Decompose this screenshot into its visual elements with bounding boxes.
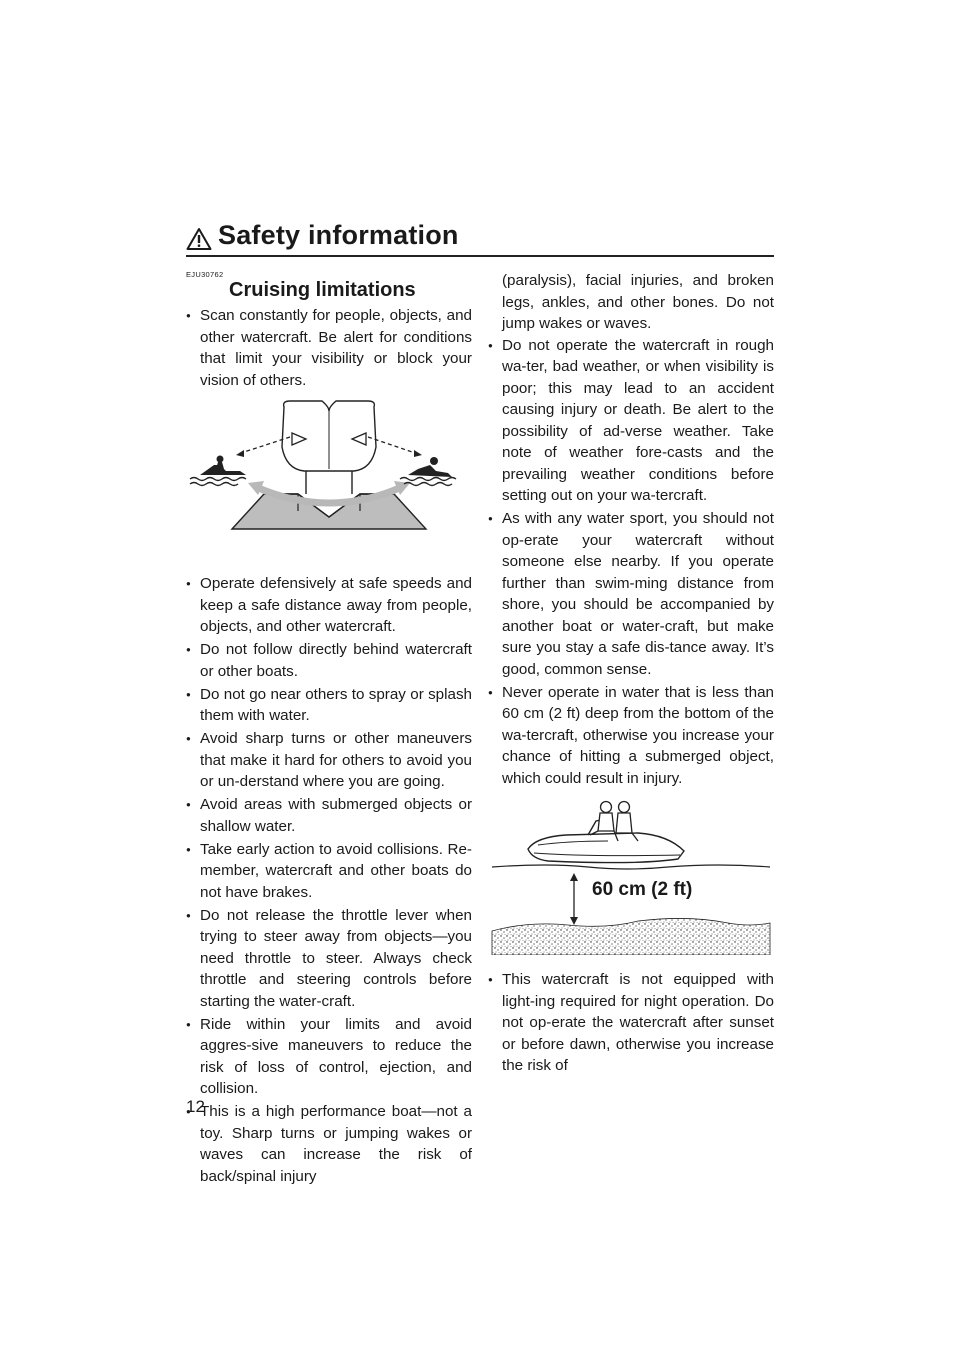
list-item: ● Do not operate the watercraft in rough wa-ter, bad weather, or when visibility is poor; this may lead to an accident causing injury or death. Be alert to the possibility of ad-verse weather. Take note of weather fore-casts and the prevailing weather conditions before setting out on your wa-tercraft. — [488, 335, 774, 507]
watercraft-left-icon — [190, 456, 246, 486]
figure-minimum-depth — [488, 797, 774, 955]
bullet-list-right-a — [488, 335, 774, 790]
depth-label: 60 cm (2 ft) — [592, 879, 693, 900]
list-item: ● Never operate in water that is less than 60 cm (2 ft) deep from the bottom of the wa-tercraft, otherwise you increase your chance of hitting a submerged object, which could result in injury. — [488, 682, 774, 790]
section-heading: Cruising limitations — [229, 279, 416, 301]
right-column — [488, 270, 774, 1078]
list-item: ● This watercraft is not equipped with light-ing required for night operation. Do not op-erate the watercraft after sunset or before dawn, otherwise you increase the risk of — [488, 969, 774, 1077]
water-surface — [492, 865, 770, 869]
watercraft-riders-icon — [528, 802, 684, 863]
page-header — [186, 222, 774, 258]
list-item: ● Avoid sharp turns or other maneuvers that make it hard for others to avoid you or un-derstand where you are going. — [186, 728, 472, 793]
bullet-list-right-b — [488, 969, 774, 1077]
list-item: ● Do not release the throttle lever when trying to steer away from objects—you need throttle to steer. Always check throttle and steering controls before starting the water-craft. — [186, 905, 472, 1013]
list-item: ● Do not go near others to spray or splash them with water. — [186, 684, 472, 727]
list-item: ● This is a high performance boat—not a toy. Sharp turns or jumping wakes or waves can increase the risk of back/spinal injury — [186, 1101, 472, 1187]
rider-shoulders — [232, 494, 426, 529]
list-item: ● Operate defensively at safe speeds and keep a safe distance away from people, objects, and other watercraft. — [186, 573, 472, 638]
header-rule — [186, 255, 774, 257]
list-item: ● Avoid areas with submerged objects or shallow water. — [186, 794, 472, 837]
section-code: EJU30762 — [186, 270, 224, 279]
swimmer-right-icon — [400, 457, 456, 486]
bullet-list-left-a — [186, 305, 472, 391]
list-item: ● As with any water sport, you should not op-erate your watercraft without someone else nearby. If you operate further than swim-ming distance from shore, you should be accompanied by another boat or water-craft, but make sure you stay a safe dis-tance away. It’s good, common sense. — [488, 508, 774, 680]
paragraph-continuation: (paralysis), facial injuries, and broken legs, ankles, and other bones. Do not jump wakes or waves. — [502, 272, 774, 332]
figure-scan-surroundings — [186, 399, 472, 561]
seabed — [492, 918, 770, 955]
page-title: Safety information — [218, 220, 459, 250]
list-item: ● Do not follow directly behind watercraft or other boats. — [186, 639, 472, 682]
list-item: ● Take early action to avoid collisions. Re-member, watercraft and other boats do not have brakes. — [186, 839, 472, 904]
warning-triangle-icon — [186, 227, 212, 251]
page-number: 12 — [186, 1097, 205, 1116]
bullet-list-left-b — [186, 573, 472, 1187]
list-item: ● Scan constantly for people, objects, and other watercraft. Be alert for conditions that limit your visibility or block your vision of others. — [186, 305, 472, 391]
left-column — [186, 270, 472, 1189]
list-item: ● Ride within your limits and avoid aggres-sive maneuvers to reduce the risk of loss of control, ejection, and collision. — [186, 1014, 472, 1100]
